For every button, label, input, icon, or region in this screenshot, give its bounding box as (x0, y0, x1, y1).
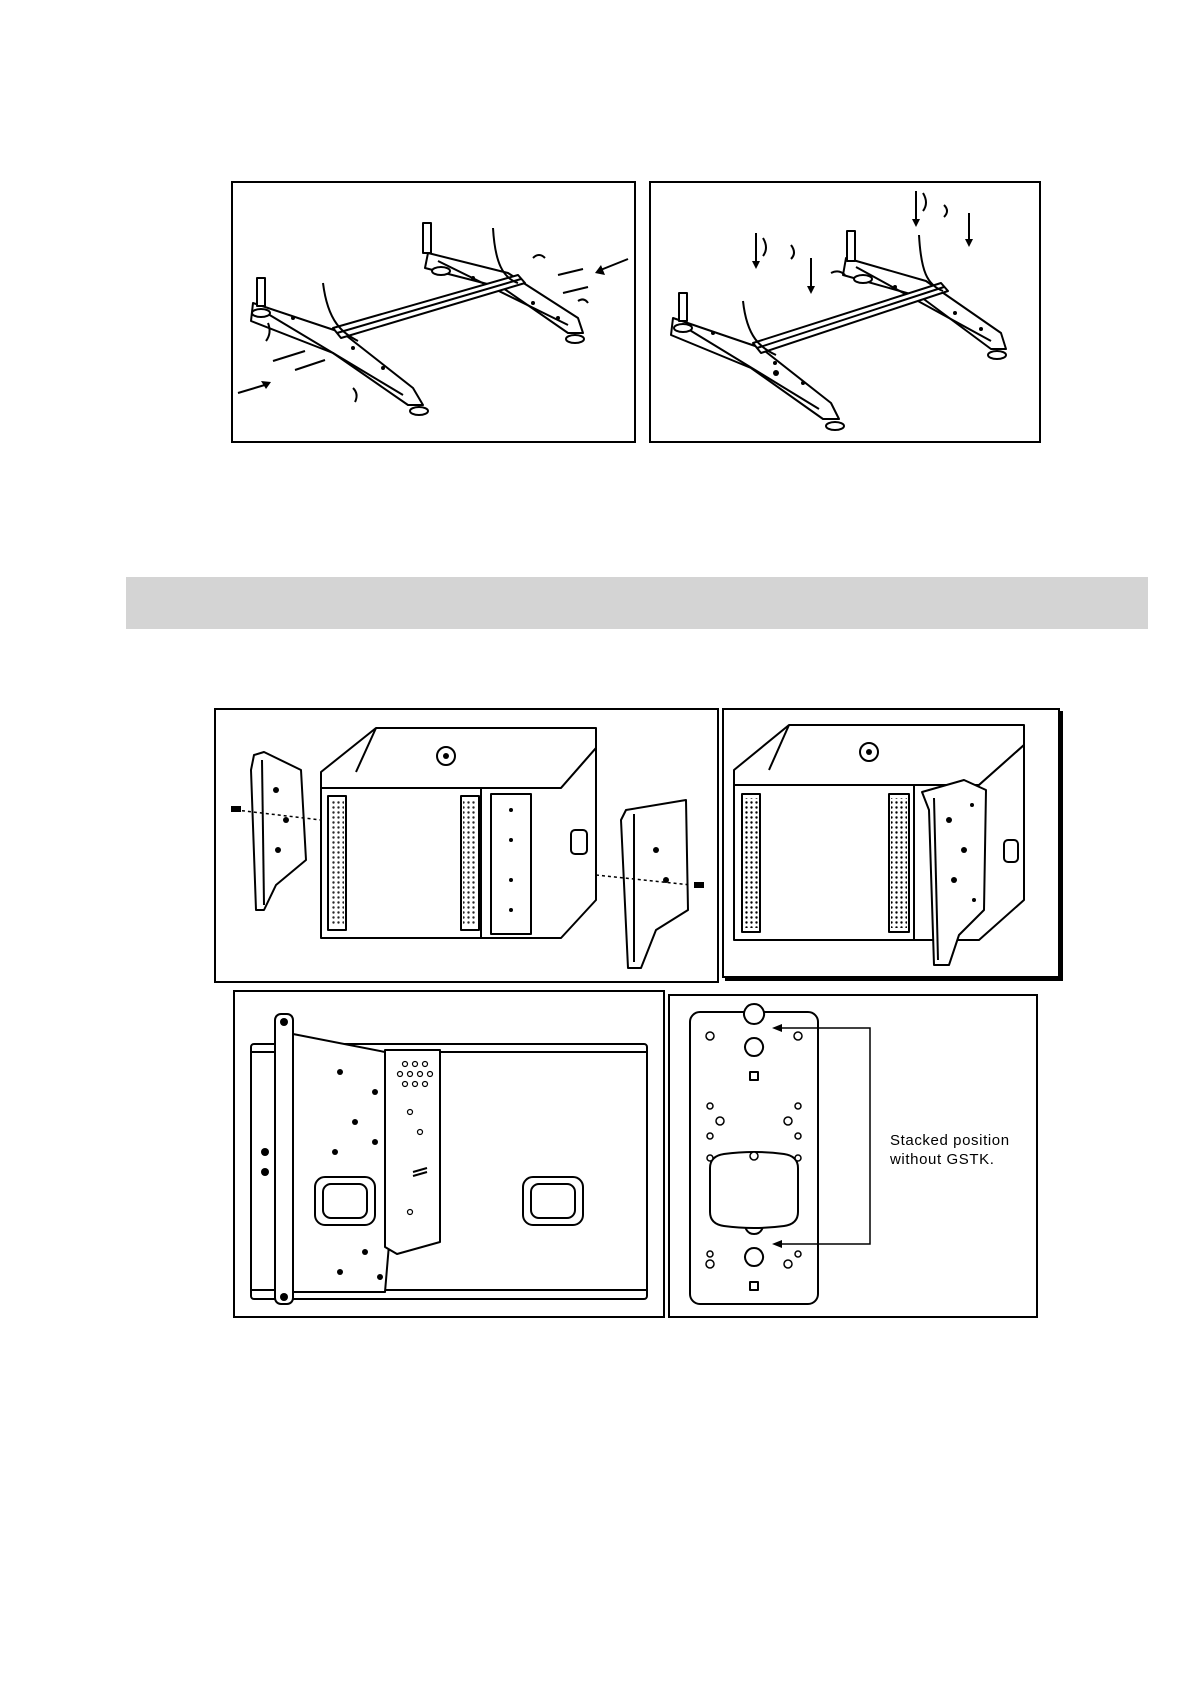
frame-illustration-2 (651, 183, 1041, 443)
figure-ground-frame-insert-pins (231, 181, 636, 443)
caption-line-2: without GSTK. (890, 1151, 995, 1168)
figure-cabinet-bracket-exploded (214, 708, 719, 983)
frame-illustration-1 (233, 183, 636, 443)
cabinet-side-illustration (235, 992, 665, 1318)
figure-ground-frame-insert-clips (649, 181, 1041, 443)
figure-cabinet-bracket-assembled (722, 708, 1060, 978)
section-band (126, 577, 1148, 629)
caption-line-1: Stacked position (890, 1132, 1010, 1149)
figure-cabinet-side-view (233, 990, 665, 1318)
cabinet-assembled-illustration (724, 710, 1060, 978)
cabinet-exploded-illustration (216, 710, 719, 983)
stacked-position-caption (890, 1131, 1010, 1169)
